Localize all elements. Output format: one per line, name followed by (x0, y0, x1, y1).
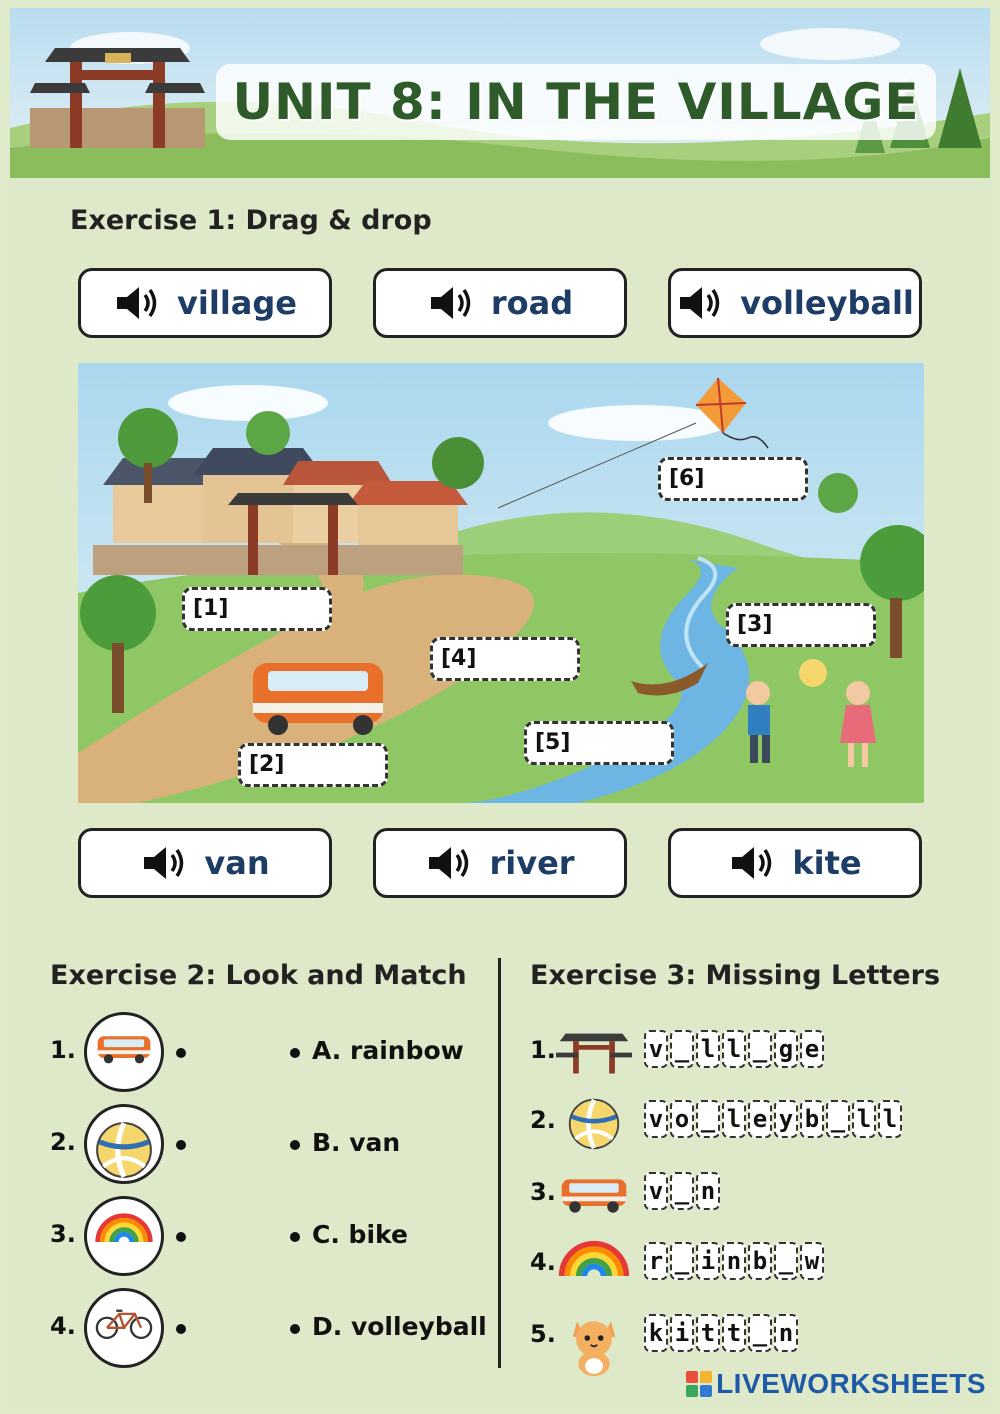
word-label: river (489, 844, 575, 882)
header-banner (10, 8, 990, 178)
village-scene-illustration (78, 363, 924, 803)
word-label: village (177, 284, 297, 322)
village-scene (78, 363, 924, 803)
missing-letters-number: 5. (530, 1320, 556, 1348)
bike-picture (84, 1288, 164, 1368)
word-card-river[interactable] (373, 828, 627, 898)
drop-zone-3[interactable]: [3] (726, 603, 876, 647)
match-option: D. volleyball (312, 1312, 487, 1341)
letter-blank[interactable]: _ (748, 1030, 772, 1068)
letter-tile: e (748, 1100, 772, 1138)
letter-tile: l (722, 1100, 746, 1138)
liveworksheets-brand[interactable] (686, 1368, 986, 1400)
match-dot-left[interactable] (176, 1140, 186, 1150)
match-number: 1. (50, 1036, 76, 1064)
letter-blank[interactable]: _ (670, 1030, 694, 1068)
drop-zone-4[interactable]: [4] (430, 637, 580, 681)
letter-tile: b (800, 1100, 824, 1138)
letter-blank[interactable]: _ (774, 1242, 798, 1280)
missing-letters-word (644, 1242, 824, 1280)
speaker-icon (676, 283, 724, 323)
letter-tile: n (696, 1172, 720, 1210)
missing-letters-word (644, 1030, 824, 1068)
match-option: B. van (312, 1128, 401, 1157)
letter-blank[interactable]: _ (670, 1242, 694, 1280)
letter-tile: e (800, 1030, 824, 1068)
rainbow-picture (84, 1196, 164, 1276)
letter-tile: y (774, 1100, 798, 1138)
match-dot-left[interactable] (176, 1232, 186, 1242)
letter-tile: t (722, 1314, 746, 1352)
word-card-van[interactable] (78, 828, 332, 898)
speaker-icon (427, 283, 475, 323)
van-picture (556, 1168, 632, 1218)
speaker-icon (113, 283, 161, 323)
letter-tile: b (748, 1242, 772, 1280)
letter-tile: w (800, 1242, 824, 1280)
match-number: 4. (50, 1312, 76, 1340)
letter-tile: k (644, 1314, 668, 1352)
drop-zone-2[interactable]: [2] (238, 743, 388, 787)
column-divider (498, 958, 501, 1368)
speaker-icon (728, 843, 776, 883)
missing-letters-word (644, 1172, 720, 1210)
match-option: C. bike (312, 1220, 408, 1249)
match-dot-right[interactable] (290, 1232, 300, 1242)
match-dot-right[interactable] (290, 1324, 300, 1334)
exercise2-heading: Exercise 2: Look and Match (50, 960, 467, 991)
missing-letters-word (644, 1100, 902, 1138)
rainbow-picture (556, 1238, 632, 1288)
exercise1-heading: Exercise 1: Drag & drop (70, 205, 432, 236)
match-number: 3. (50, 1220, 76, 1248)
letter-blank[interactable]: _ (696, 1100, 720, 1138)
missing-letters-word (644, 1314, 798, 1352)
volleyball-picture (84, 1104, 164, 1184)
letter-tile: i (696, 1242, 720, 1280)
letter-tile: v (644, 1172, 668, 1210)
letter-blank[interactable]: _ (748, 1314, 772, 1352)
exercise3-heading: Exercise 3: Missing Letters (530, 960, 941, 991)
letter-tile: n (722, 1242, 746, 1280)
word-card-village[interactable] (78, 268, 332, 338)
letter-blank[interactable]: _ (670, 1172, 694, 1210)
letter-tile: t (696, 1314, 720, 1352)
word-card-kite[interactable] (668, 828, 922, 898)
letter-tile: l (878, 1100, 902, 1138)
speaker-icon (425, 843, 473, 883)
letter-tile: v (644, 1100, 668, 1138)
drop-zone-1[interactable]: [1] (182, 587, 332, 631)
letter-blank[interactable]: _ (826, 1100, 850, 1138)
match-dot-right[interactable] (290, 1140, 300, 1150)
match-dot-right[interactable] (290, 1048, 300, 1058)
missing-letters-number: 1. (530, 1036, 556, 1064)
word-label: volleyball (740, 284, 914, 322)
match-number: 2. (50, 1128, 76, 1156)
village-gate-picture (556, 1026, 632, 1076)
drop-zone-5[interactable]: [5] (524, 721, 674, 765)
word-card-volleyball[interactable] (668, 268, 922, 338)
title-box (216, 64, 936, 140)
letter-tile: r (644, 1242, 668, 1280)
volleyball-picture (566, 1096, 622, 1146)
missing-letters-number: 3. (530, 1178, 556, 1206)
match-dot-left[interactable] (176, 1324, 186, 1334)
letter-tile: l (722, 1030, 746, 1068)
missing-letters-number: 2. (530, 1106, 556, 1134)
match-dot-left[interactable] (176, 1048, 186, 1058)
match-option: A. rainbow (312, 1036, 464, 1065)
letter-tile: l (852, 1100, 876, 1138)
letter-tile: v (644, 1030, 668, 1068)
letter-tile: g (774, 1030, 798, 1068)
drop-zone-6[interactable]: [6] (658, 457, 808, 501)
kitten-picture (566, 1310, 622, 1360)
word-label: kite (792, 844, 862, 882)
brand-text: LIVEWORKSHEETS (716, 1368, 986, 1399)
letter-tile: l (696, 1030, 720, 1068)
liveworksheets-logo-icon (686, 1371, 712, 1397)
van-picture (84, 1012, 164, 1092)
word-label: road (490, 284, 574, 322)
letter-tile: i (670, 1314, 694, 1352)
letter-tile: o (670, 1100, 694, 1138)
speaker-icon (140, 843, 188, 883)
word-label: van (204, 844, 270, 882)
word-card-road[interactable] (373, 268, 627, 338)
letter-tile: n (774, 1314, 798, 1352)
page-title: UNIT 8: IN THE VILLAGE (232, 73, 920, 131)
missing-letters-number: 4. (530, 1248, 556, 1276)
